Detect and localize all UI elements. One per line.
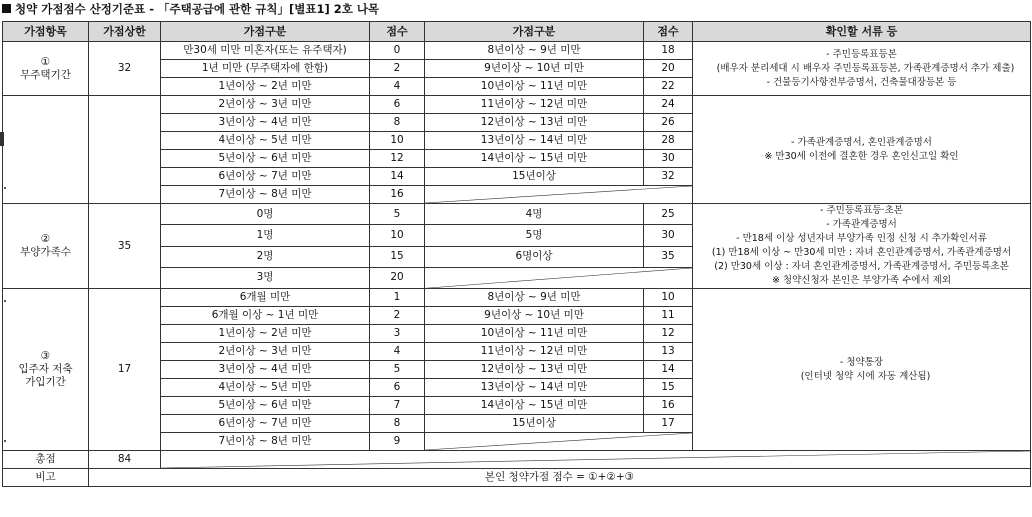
docs-cell (693, 204, 1031, 289)
doc-line: - 건물등기사항전부증명서, 건축물대장등본 등 (766, 76, 957, 88)
table-cell: 7 (370, 397, 425, 415)
group-max-blank (89, 96, 161, 204)
table-cell: 15년이상 (425, 415, 644, 433)
table-cell: 5년이상 ~ 6년 미만 (161, 397, 370, 415)
diagonal-empty-cell (425, 433, 693, 451)
doc-line: ※ 청약신청자 본인은 부양가족 수에서 제외 (771, 275, 952, 286)
diagonal-empty-cell (425, 267, 693, 288)
table-cell: 18 (644, 42, 693, 60)
note-label: 비고 (3, 469, 89, 487)
doc-line: - 가족관계증명서 (826, 219, 897, 230)
table-cell: 8년이상 ~ 9년 미만 (425, 42, 644, 60)
table-cell: 1년이상 ~ 2년 미만 (161, 325, 370, 343)
table-cell: 3 (370, 325, 425, 343)
table-cell: 5 (370, 361, 425, 379)
doc-line: ※ 만30세 이전에 결혼한 경우 혼인신고일 확인 (764, 150, 959, 162)
diagonal-line (161, 451, 1030, 468)
group-name-housing (3, 42, 89, 96)
header-cell: 가점상한 (89, 22, 161, 42)
group-name-dependents (3, 204, 89, 289)
table-cell: 6개월 이상 ~ 1년 미만 (161, 307, 370, 325)
diagonal-line (425, 268, 692, 288)
group-label: 가입기간 (25, 376, 66, 388)
table-cell: 6 (370, 379, 425, 397)
table-row (3, 204, 1031, 225)
table-cell: 24 (644, 96, 693, 114)
table-cell: 1 (370, 289, 425, 307)
header-cell: 가점구분 (161, 22, 370, 42)
table-cell: 12년이상 ~ 13년 미만 (425, 114, 644, 132)
table-cell: 5 (370, 204, 425, 225)
table-cell: 9 (370, 433, 425, 451)
table-cell: 5명 (425, 225, 644, 246)
table-cell: 4 (370, 78, 425, 96)
table-cell: 1명 (161, 225, 370, 246)
group-max-score: 32 (89, 42, 161, 96)
table-cell: 10년이상 ~ 11년 미만 (425, 325, 644, 343)
table-cell: 15년이상 (425, 168, 644, 186)
table-cell: 3년이상 ~ 4년 미만 (161, 114, 370, 132)
table-cell: 14년이상 ~ 15년 미만 (425, 397, 644, 415)
header-cell: 가점구분 (425, 22, 644, 42)
header-cell: 가점항목 (3, 22, 89, 42)
table-cell: 9년이상 ~ 10년 미만 (425, 307, 644, 325)
group-label: 입주자 저축 (18, 363, 73, 375)
table-row (3, 42, 1031, 60)
table-cell: 8 (370, 114, 425, 132)
table-cell: 3년이상 ~ 4년 미만 (161, 361, 370, 379)
table-cell: 4년이상 ~ 5년 미만 (161, 379, 370, 397)
table-cell: 11년이상 ~ 12년 미만 (425, 96, 644, 114)
table-cell: 1년 미만 (무주택자에 한함) (161, 60, 370, 78)
table-cell: 10 (370, 132, 425, 150)
total-label: 총점 (3, 451, 89, 469)
table-cell: 11년이상 ~ 12년 미만 (425, 343, 644, 361)
table-cell: 0 (370, 42, 425, 60)
doc-line: - 주민등록표등본 (826, 48, 897, 60)
table-cell: 8 (370, 415, 425, 433)
table-cell: 22 (644, 78, 693, 96)
diagonal-line (425, 186, 692, 203)
total-row (3, 451, 1031, 469)
table-cell: 2년이상 ~ 3년 미만 (161, 96, 370, 114)
doc-line: (배우자 분리세대 시 배우자 주민등록표등본, 가족관계증명서 추가 제출) (716, 62, 1015, 74)
table-cell: 13년이상 ~ 14년 미만 (425, 379, 644, 397)
table-cell: 11 (644, 307, 693, 325)
table-cell: 4 (370, 343, 425, 361)
table-cell: 10 (644, 289, 693, 307)
doc-line: - 주민등록표등·초본 (820, 205, 903, 216)
table-cell: 15 (644, 379, 693, 397)
table-cell: 2명 (161, 246, 370, 267)
table-cell: 13 (644, 343, 693, 361)
table-cell: 16 (644, 397, 693, 415)
group-number: ① (40, 55, 51, 68)
diagonal-empty-cell (425, 186, 693, 204)
table-cell: 0명 (161, 204, 370, 225)
table-cell: 13년이상 ~ 14년 미만 (425, 132, 644, 150)
table-cell: 8년이상 ~ 9년 미만 (425, 289, 644, 307)
diagonal-empty-cell (161, 451, 1031, 469)
square-bullet-icon (2, 4, 11, 13)
table-cell: 35 (644, 246, 693, 267)
group-number: ③ (40, 350, 51, 362)
table-cell: 14 (644, 361, 693, 379)
table-cell: 6년이상 ~ 7년 미만 (161, 415, 370, 433)
table-cell: 28 (644, 132, 693, 150)
table-cell: 15 (370, 246, 425, 267)
table-cell: 14 (370, 168, 425, 186)
table-cell: 9년이상 ~ 10년 미만 (425, 60, 644, 78)
table-cell: 5년이상 ~ 6년 미만 (161, 150, 370, 168)
table-cell: 1년이상 ~ 2년 미만 (161, 78, 370, 96)
group-number: ② (40, 233, 51, 245)
table-cell: 20 (370, 267, 425, 288)
table-cell: 12 (644, 325, 693, 343)
table-cell: 2 (370, 60, 425, 78)
table-cell: 7년이상 ~ 8년 미만 (161, 186, 370, 204)
docs-cell (693, 96, 1031, 204)
doc-line: - 청약통장 (839, 356, 884, 368)
doc-line: (2) 만30세 이상 : 자녀 혼인관계증명서, 가족관계증명서, 주민등록초본 (714, 261, 1009, 272)
doc-line: (인터넷 청약 시에 자동 계산됨) (800, 370, 931, 382)
table-cell: 7년이상 ~ 8년 미만 (161, 433, 370, 451)
table-cell: 20 (644, 60, 693, 78)
title-text: 청약 가점점수 산정기준표 - 「주택공급에 관한 규칙」[별표1] 2호 나목 (15, 2, 380, 16)
table-cell: 30 (644, 150, 693, 168)
table-cell: 32 (644, 168, 693, 186)
table-cell: 6 (370, 96, 425, 114)
header-cell: 점수 (370, 22, 425, 42)
document-title (2, 1, 379, 17)
table-cell: 4년이상 ~ 5년 미만 (161, 132, 370, 150)
table-cell: 3명 (161, 267, 370, 288)
table-cell: 12 (370, 150, 425, 168)
note-row (3, 469, 1031, 487)
table-cell: 10 (370, 225, 425, 246)
diagonal-line (425, 433, 692, 450)
group-label: 부양가족수 (20, 246, 71, 258)
table-row (3, 289, 1031, 307)
group-label: 무주택기간 (20, 68, 71, 81)
group-name-savings (3, 289, 89, 451)
doc-line: - 만18세 이상 성년자녀 부양가족 인정 신청 시 추가확인서류 (736, 233, 987, 244)
group-name-blank (3, 96, 89, 204)
table-cell: 2 (370, 307, 425, 325)
header-cell: 점수 (644, 22, 693, 42)
doc-line: (1) 만18세 이상 ~ 만30세 미만 : 자녀 혼인관계증명서, 가족관계증명서 (711, 247, 1012, 258)
table-cell: 4명 (425, 204, 644, 225)
table-cell: 10년이상 ~ 11년 미만 (425, 78, 644, 96)
doc-line: - 가족관계증명서, 혼인관계증명서 (791, 136, 932, 148)
table-cell: 2년이상 ~ 3년 미만 (161, 343, 370, 361)
docs-cell (693, 289, 1031, 451)
score-table (2, 21, 1031, 487)
table-cell: 16 (370, 186, 425, 204)
table-cell: 30 (644, 225, 693, 246)
table-cell: 17 (644, 415, 693, 433)
docs-cell (693, 42, 1031, 96)
group-max-score: 35 (89, 204, 161, 289)
table-cell: 12년이상 ~ 13년 미만 (425, 361, 644, 379)
table-cell: 6명이상 (425, 246, 644, 267)
table-cell: 14년이상 ~ 15년 미만 (425, 150, 644, 168)
table-cell: 26 (644, 114, 693, 132)
note-text: 본인 청약가점 점수 = ①+②+③ (89, 469, 1031, 487)
group-max-score: 17 (89, 289, 161, 451)
table-row (3, 96, 1031, 114)
table-cell: 6년이상 ~ 7년 미만 (161, 168, 370, 186)
table-cell: 6개월 미만 (161, 289, 370, 307)
table-cell: 25 (644, 204, 693, 225)
header-row (3, 22, 1031, 42)
table-cell: 만30세 미만 미혼자(또는 유주택자) (161, 42, 370, 60)
total-value: 84 (89, 451, 161, 469)
header-cell: 확인할 서류 등 (693, 22, 1031, 42)
